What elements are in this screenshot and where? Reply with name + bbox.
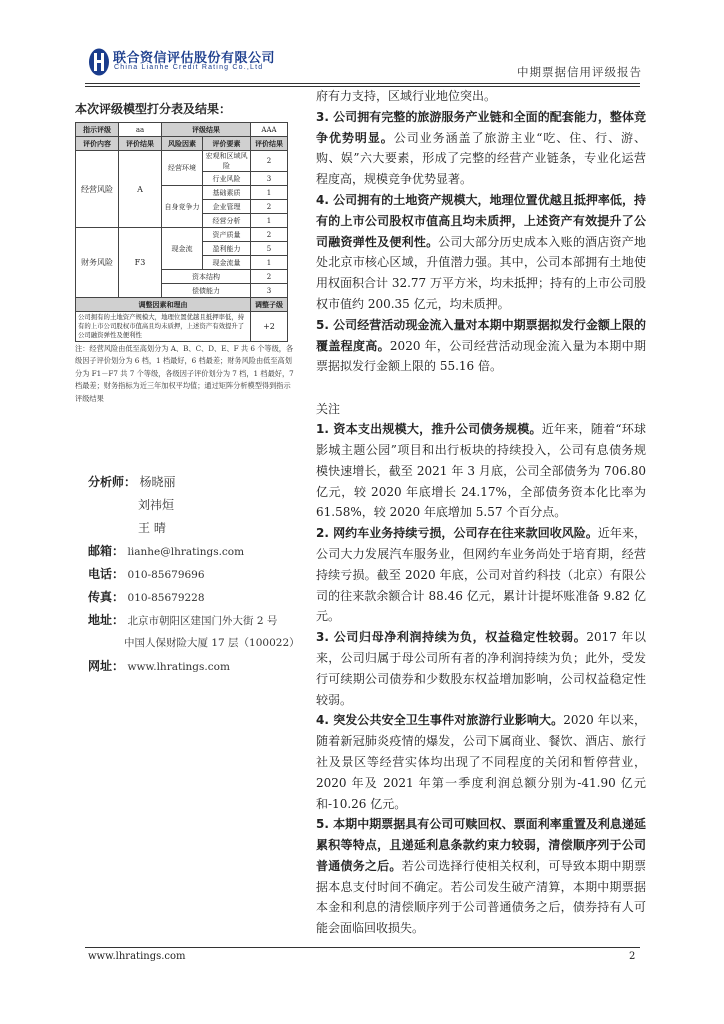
strength-item — [316, 107, 646, 190]
analyst-name: 杨晓丽 — [139, 475, 176, 489]
table-header-cell: 评价结果 — [251, 137, 288, 151]
concern-body: 近年来，随着“环球影城主题公园”项目和出行板块的持续投入，公司有息债务规模快速增长，截至 2021 年 3 月底，公司全部债务为 706.80 亿元，较 2020 年底增长 24.17%，全部债务资本化比率为 61.58%，较 2020 年底增加 5.57 个百分点。 — [316, 422, 646, 520]
table-cell: 1 — [251, 186, 288, 200]
web-label: 网址： — [88, 659, 125, 673]
phone-row — [88, 565, 303, 588]
table-cell: 资产质量 — [203, 228, 251, 242]
strength-body: 2020 年，公司经营活动现金流入量为本期中期票据拟发行金额上限的 55.16 倍。 — [316, 338, 646, 374]
table-row — [76, 312, 288, 342]
table-header-cell: 评价结果 — [119, 137, 162, 151]
strength-body: 公司业务涵盖了旅游主业“吃、住、行、游、购、娱”六大要素，形成了完整的经营产业链条，专业化运营程度高，规模竞争优势显著。 — [316, 130, 646, 187]
footer-divider — [85, 947, 640, 948]
table-cell: 自身竞争力 — [162, 186, 203, 228]
strength-heading: 4. 公司拥有的土地资产规模大，地理位置优越且抵押率低，持有的上市公司股权市值高且均未质押，上述资产有效提升了公司融资弹性及便利性。 — [316, 192, 646, 249]
footer-url[interactable]: www.lhratings.com — [88, 951, 186, 962]
table-cell: F3 — [119, 228, 162, 298]
fax-value: 010-85679228 — [127, 592, 205, 604]
table-cell: aa — [119, 123, 162, 137]
analyst-name: 刘祎烜 — [138, 498, 175, 512]
address-line: 北京市朝阳区建国门外大街 2 号 — [127, 615, 278, 627]
table-cell: 现金流 — [162, 228, 203, 270]
concern-body: 2020 年以来，随着新冠肺炎疫情的爆发，公司下属商业、餐饮、酒店、旅行社及景区等经营实体均出现了不同程度的关闭和暂停营业，2020 年及 2021 年第一季度利润总额分别为-41.90 亿元和-10.26 亿元。 — [316, 713, 646, 811]
score-table — [75, 122, 288, 342]
table-cell: 评级结果 — [162, 123, 251, 137]
table-cell: 财务风险 — [76, 228, 119, 298]
table-cell: 偿债能力 — [162, 284, 251, 298]
table-cell: 2 — [251, 151, 288, 172]
fax-row — [88, 588, 303, 611]
concern-heading: 2. 网约车业务持续亏损，公司存在往来款回收风险。 — [316, 526, 598, 541]
table-cell: 经营分析 — [203, 214, 251, 228]
page-number: 2 — [629, 951, 636, 962]
table-row — [76, 298, 288, 312]
table-cell: 经营风险 — [76, 151, 119, 228]
report-title: 中期票据信用评级报告 — [517, 65, 642, 79]
analyst-row — [88, 519, 303, 542]
table-cell: 行业风险 — [203, 172, 251, 186]
table-row — [76, 228, 288, 242]
logo-chinese-name: 联合资信评估股份有限公司 — [113, 51, 276, 66]
score-table-title: 本次评级模型打分表及结果： — [75, 102, 232, 116]
web-row — [88, 657, 303, 680]
address-label: 地址： — [88, 613, 125, 627]
table-row — [76, 151, 288, 172]
logo-english-name: China Lianhe Credit Rating Co.,Ltd — [114, 64, 264, 71]
table-cell: 基础素质 — [203, 186, 251, 200]
concern-section-title: 关注 — [316, 402, 341, 417]
table-header-cell: 评价内容 — [76, 137, 119, 151]
concern-body: 近年来，公司大力发展汽车服务业，但网约车业务尚处于培育期，经营持续亏损。截至 2020 年底，公司对首约科技（北京）有限公司的往来款余额合计 88.46 亿元，累计计提坏账准备 9.82 亿元。 — [316, 526, 646, 624]
fax-label: 传真： — [88, 590, 125, 604]
address-row — [88, 634, 303, 657]
concern-body: 若公司选择行使相关权利，可导致本期中期票据本息支付时间不确定。若公司发生破产清算，本期中期票据本金和利息的清偿顺序列于公司普通债务之后，债券持有人可能会面临回收损失。 — [316, 858, 646, 936]
table-header-cell: 评价要素 — [203, 137, 251, 151]
table-cell: 1 — [251, 256, 288, 270]
concern-heading: 5. 本期中期票据具有公司可赎回权、票面利率重置及利息递延累积等特点，且递延利息条款约束力较弱，清偿顺序列于公司普通债务之后。 — [316, 817, 646, 873]
table-header-cell: 调整子级 — [251, 298, 288, 312]
paragraph: 府有力支持，区域行业地位突出。 — [316, 89, 497, 103]
strength-heading: 3. 公司拥有完整的旅游服务产业链和全面的配套能力，整体竞争优势明显。 — [316, 109, 646, 145]
concern-item — [316, 523, 646, 627]
table-header-cell: 风险因素 — [162, 137, 203, 151]
email-row — [88, 542, 303, 565]
score-table-note: 注：经营风险由低至高划分为 A、B、C、D、E、F 共 6 个等级，各级因子评价划分为 6 档，1 档最好，6 档最差；财务风险由低至高划分为 F1－F7 共 7 个等级，各级因子评价划分为 7 档，1 档最好，7 档最差；财务指标为近三年加权平均值；通过矩阵分析模型得到指示评级结果 — [75, 344, 294, 403]
table-cell: 企业管理 — [203, 200, 251, 214]
table-cell: 现金流量 — [203, 256, 251, 270]
table-cell: 宏观和区域风险 — [203, 151, 251, 172]
adjustment-value: +2 — [251, 312, 288, 342]
email-link[interactable]: lianhe@lhratings.com — [127, 546, 245, 558]
strength-item — [316, 315, 646, 377]
concern-item — [316, 710, 646, 814]
table-cell: 盈利能力 — [203, 242, 251, 256]
concern-heading: 3. 公司归母净利润持续为负，权益稳定性较弱。 — [316, 630, 587, 645]
adjustment-reason: 公司拥有的土地资产规模大，地理位置优越且抵押率低，持有的上市公司股权市值高且均未质押，上述资产有效提升了公司融资弹性及便利性 — [76, 312, 251, 342]
table-cell: A — [119, 151, 162, 228]
table-row — [76, 123, 288, 137]
header-divider — [85, 83, 640, 84]
table-cell: 指示评级 — [76, 123, 119, 137]
table-cell: 资本结构 — [162, 270, 251, 284]
concern-heading: 1. 资本支出规模大，推升公司债务规模。 — [316, 422, 542, 437]
concern-body: 2017 年以来，公司归属于母公司所有者的净利润持续为负；此外，受发行可续期公司债券和少数股东权益增加影响，公司权益稳定性较弱。 — [316, 630, 646, 707]
strength-heading: 5. 公司经营活动现金流入量对本期中期票据拟发行金额上限的覆盖程度高。 — [316, 317, 646, 353]
table-row — [76, 137, 288, 151]
spacer — [316, 377, 646, 388]
analyst-label: 分析师： — [88, 475, 137, 489]
address-row — [88, 611, 303, 634]
concern-item — [316, 814, 646, 939]
table-header-cell: 调整因素和理由 — [76, 298, 251, 312]
phone-label: 电话： — [88, 567, 125, 581]
contact-block — [88, 473, 303, 680]
analyst-row — [88, 496, 303, 519]
main-text-column — [316, 86, 646, 939]
table-cell: 3 — [251, 172, 288, 186]
table-cell: 2 — [251, 228, 288, 242]
concern-item — [316, 627, 646, 710]
table-cell: 2 — [251, 270, 288, 284]
page-header — [0, 0, 724, 90]
analyst-name: 王 晴 — [138, 521, 166, 535]
address-line: 中国人保财险大厦 17 层（100022） — [124, 637, 300, 649]
concern-heading: 4. 突发公共安全卫生事件对旅游行业影响大。 — [316, 713, 564, 728]
strength-item — [316, 190, 646, 315]
analyst-row — [88, 473, 303, 496]
score-section — [75, 94, 297, 405]
lianhe-logo-icon — [88, 47, 110, 77]
table-cell: AAA — [251, 123, 288, 137]
table-cell: 1 — [251, 214, 288, 228]
table-cell: 5 — [251, 242, 288, 256]
concern-item — [316, 419, 646, 523]
strength-body: 公司大部分历史成本入账的酒店资产地处北京市核心区域，升值潜力强。其中，公司本部拥有土地使用权面积合计 32.77 万平方米，均未抵押；持有的上市公司股权市值约 200.35 亿元，均未质押。 — [316, 234, 646, 311]
table-cell: 3 — [251, 284, 288, 298]
table-cell: 2 — [251, 200, 288, 214]
phone-value: 010-85679696 — [127, 569, 205, 581]
web-link[interactable]: www.lhratings.com — [127, 661, 230, 673]
email-label: 邮箱： — [88, 544, 125, 558]
table-cell: 经营环境 — [162, 151, 203, 186]
